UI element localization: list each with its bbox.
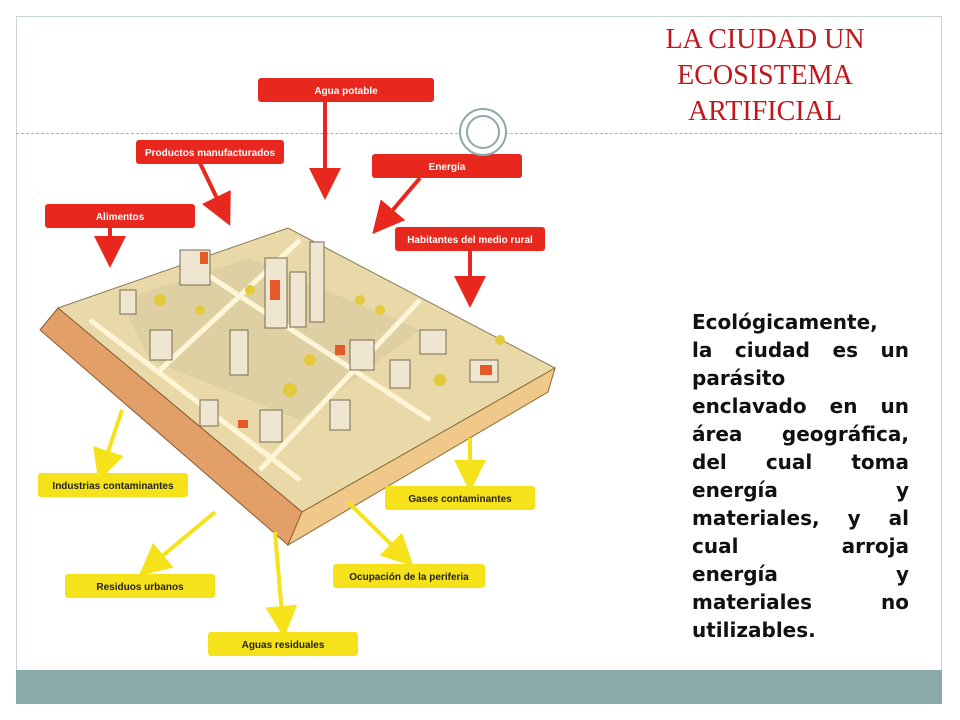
label-text: Energía bbox=[428, 162, 466, 173]
label-text: Aguas residuales bbox=[241, 640, 325, 651]
output-label-residuos bbox=[65, 574, 215, 598]
input-label-energia bbox=[372, 154, 522, 178]
label-text: Gases contaminantes bbox=[408, 494, 512, 505]
output-label-ocupacion bbox=[333, 564, 485, 588]
decorative-ring bbox=[459, 108, 507, 156]
input-label-productos bbox=[136, 140, 284, 164]
input-label-habitantes bbox=[395, 227, 545, 251]
label-text: Ocupación de la periferia bbox=[349, 572, 469, 583]
body-line: utilizables. bbox=[692, 618, 816, 642]
label-text: Agua potable bbox=[314, 86, 378, 97]
label-text: Industrias contaminantes bbox=[52, 481, 174, 492]
body-line: materiales no bbox=[692, 590, 909, 614]
body-line: cual arroja bbox=[692, 534, 909, 558]
label-text: Productos manufacturados bbox=[144, 148, 276, 159]
body-line: área geográfica, bbox=[692, 422, 909, 446]
body-line: materiales, y al bbox=[692, 506, 909, 530]
label-text: Residuos urbanos bbox=[96, 582, 184, 593]
label-text: Habitantes del medio rural bbox=[407, 235, 533, 246]
input-label-alimentos bbox=[45, 204, 195, 228]
body-line: energía y bbox=[692, 562, 909, 586]
title-line: ARTIFICIAL bbox=[688, 96, 842, 127]
title-line: LA CIUDAD UN bbox=[665, 24, 865, 55]
input-label-agua bbox=[258, 78, 434, 102]
title-line: ECOSISTEMA bbox=[677, 60, 853, 91]
body-line: parásito bbox=[692, 366, 786, 390]
output-label-aguas bbox=[208, 632, 358, 656]
label-text: Alimentos bbox=[95, 212, 145, 223]
body-line: enclavado en un bbox=[692, 394, 909, 418]
output-label-gases bbox=[385, 486, 535, 510]
body-line: Ecológicamente, bbox=[692, 310, 878, 334]
body-paragraph bbox=[692, 308, 909, 644]
body-line: energía y bbox=[692, 478, 909, 502]
output-label-industrias bbox=[38, 473, 188, 497]
body-line: del cual toma bbox=[692, 450, 909, 474]
slide-title bbox=[620, 22, 910, 130]
body-line: la ciudad es un bbox=[692, 338, 909, 362]
